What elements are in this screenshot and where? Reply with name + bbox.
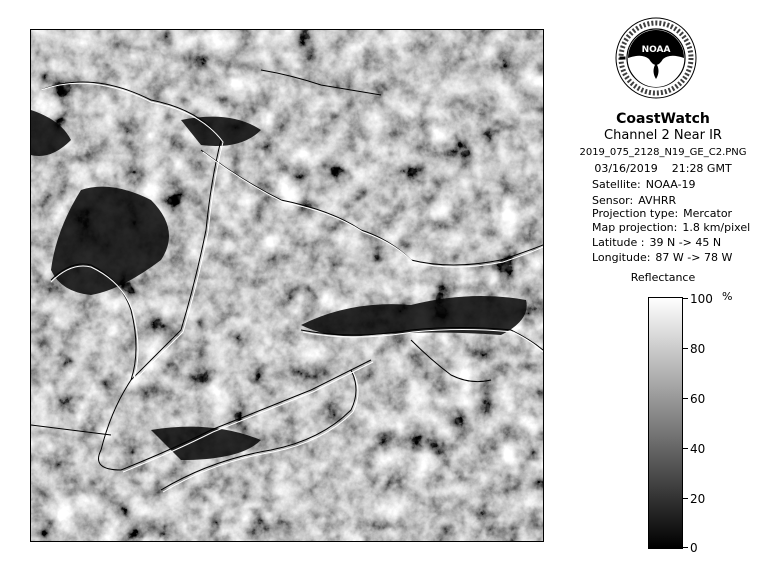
legend-tick-label: 60 (690, 392, 706, 406)
meta-sensor (592, 194, 676, 207)
legend-title: Reflectance (630, 271, 696, 284)
meta-label: Longitude: (592, 251, 651, 264)
meta-value: AVHRR (638, 194, 677, 207)
time-value: 21:28 GMT (671, 162, 732, 175)
meta-value: 1.8 km/pixel (682, 221, 751, 234)
noaa-logo-icon (615, 17, 697, 99)
date-time (568, 162, 758, 175)
legend-tick-label: 100 (690, 292, 713, 306)
meta-value: Mercator (683, 207, 733, 220)
meta-value: 39 N -> 45 N (649, 236, 722, 249)
date-value: 03/16/2019 (594, 162, 658, 175)
brand-title: CoastWatch (616, 111, 710, 127)
meta-satellite (592, 178, 696, 191)
logo-text: NOAA (641, 45, 671, 55)
meta-label: Latitude : (592, 236, 645, 249)
meta-label: Satellite: (592, 178, 641, 191)
meta-value: NOAA-19 (645, 178, 696, 191)
meta-longitude (592, 251, 732, 264)
legend-tick (682, 547, 688, 548)
meta-latitude (592, 236, 721, 249)
satellite-image-svg (31, 30, 543, 541)
legend-tick-label: 0 (690, 541, 698, 555)
legend-tick (682, 298, 688, 299)
legend-unit: % (722, 290, 733, 303)
meta-map-projection (592, 221, 750, 234)
legend-tick (682, 448, 688, 449)
meta-projection-type (592, 207, 732, 220)
reflectance-colorbar (648, 297, 683, 549)
legend-tick-label: 80 (690, 342, 706, 356)
meta-label: Sensor: (592, 194, 634, 207)
legend-tick (682, 348, 688, 349)
channel-name: Channel 2 Near IR (604, 128, 722, 143)
file-name: 2019_075_2128_N19_GE_C2.PNG (579, 147, 747, 158)
legend-tick-label: 40 (690, 442, 706, 456)
legend-tick (682, 398, 688, 399)
meta-label: Projection type: (592, 207, 679, 220)
noaa-logo-svg (615, 17, 697, 99)
meta-value: 87 W -> 78 W (655, 251, 733, 264)
meta-label: Map projection: (592, 221, 678, 234)
legend-tick-label: 20 (690, 492, 706, 506)
satellite-image (30, 29, 544, 542)
legend-tick (682, 498, 688, 499)
